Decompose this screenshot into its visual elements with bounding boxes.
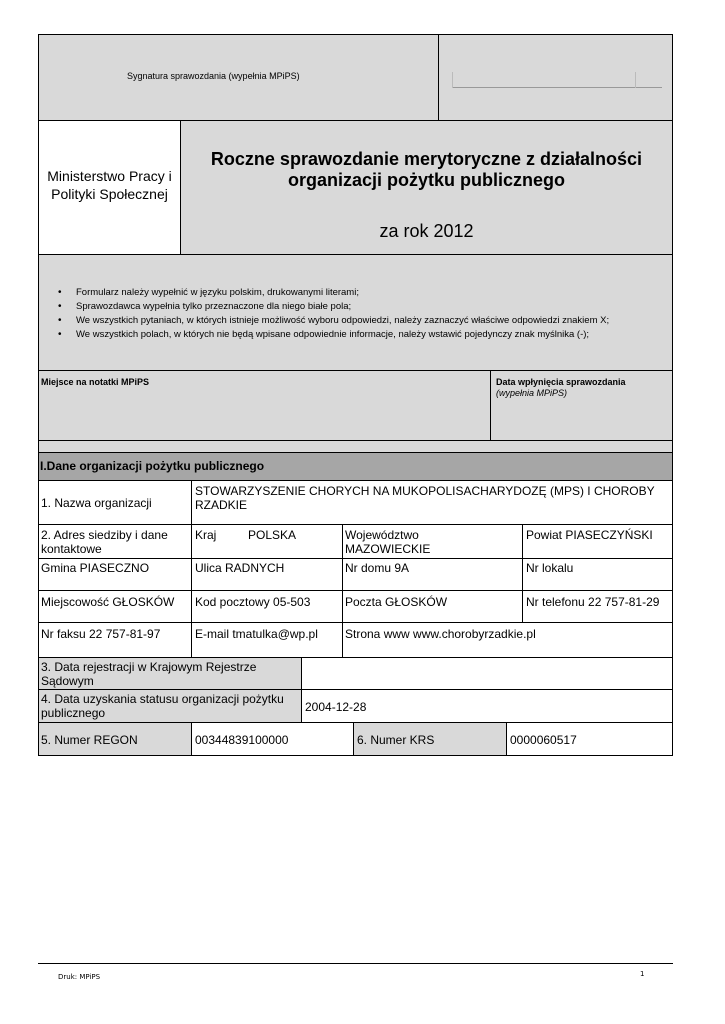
- house-number-value: Nr domu 9A: [345, 561, 410, 575]
- org-name-label: 1. Nazwa organizacji: [41, 496, 152, 510]
- krs-registration-field[interactable]: [301, 657, 673, 690]
- notes-label: Miejsce na notatki MPiPS: [41, 377, 150, 387]
- regon-value: 00344839100000: [195, 733, 289, 747]
- county-value: Powiat PIASECZYŃSKI: [526, 528, 653, 542]
- street-value: Ulica RADNYCH: [195, 561, 285, 575]
- signature-label: Sygnatura sprawozdania (wypełnia MPiPS): [127, 71, 300, 81]
- signature-input-tick-left: [452, 72, 453, 88]
- opp-status-label: 4. Data uzyskania statusu organizacji pożytku publicznego: [41, 692, 284, 720]
- section-1-title: I.Dane organizacji pożytku publicznego: [40, 459, 265, 473]
- opp-status-value: 2004-12-28: [305, 700, 367, 714]
- ministry-name: Ministerstwo Pracy i Polityki Społecznej: [47, 168, 172, 202]
- org-name-value: STOWARZYSZENIE CHORYCH NA MUKOPOLISACHARYDOZĘ (MPS) I CHOROBY RZADKIE: [195, 484, 655, 512]
- instruction-item: • Formularz należy wypełnić w języku polskim, drukowanymi literami;: [58, 286, 609, 300]
- country-label: Kraj: [195, 528, 217, 542]
- krs-number-label: 6. Numer KRS: [357, 733, 435, 747]
- fax-value: Nr faksu 22 757-81-97: [41, 627, 161, 641]
- signature-field[interactable]: [438, 34, 673, 121]
- instruction-item: • We wszystkich polach, w których nie będą wpisane odpowiednie informacje, należy wstawić pojedynczy znak myślnika (-);: [58, 328, 609, 342]
- signature-input-line: [452, 87, 662, 88]
- postal-code-value: Kod pocztowy 05-503: [195, 595, 311, 609]
- footer-rule: [38, 963, 673, 964]
- regon-label: 5. Numer REGON: [41, 733, 138, 747]
- flat-number-value: Nr lokalu: [526, 561, 574, 575]
- krs-registration-label: 3. Data rejestracji w Krajowym Rejestrze Sądowym: [41, 660, 257, 688]
- address-label: 2. Adres siedziby i dane kontaktowe: [41, 528, 168, 556]
- krs-number-value: 0000060517: [510, 733, 577, 747]
- report-title-line2: organizacji pożytku publicznego: [287, 170, 566, 190]
- footer-print-label: Druk: MPiPS: [58, 973, 101, 981]
- receipt-date-label: Data wpłynięcia sprawozdania: [496, 377, 626, 387]
- city-value: Miejscowość GŁOSKÓW: [41, 595, 175, 609]
- report-title-line1: Roczne sprawozdanie merytoryczne z działalności: [210, 149, 643, 169]
- instruction-item: • Sprawozdawca wypełnia tylko przeznaczone dla niego białe pola;: [58, 300, 609, 314]
- report-year: za rok 2012: [379, 221, 474, 241]
- commune-value: Gmina PIASECZNO: [41, 561, 150, 575]
- instructions-list: [58, 286, 609, 342]
- post-office-value: Poczta GŁOSKÓW: [345, 595, 448, 609]
- footer-page-number: 1: [640, 970, 645, 978]
- voivodeship-label: Województwo: [345, 528, 419, 542]
- signature-input-tick-right: [635, 72, 636, 88]
- voivodeship-value: MAZOWIECKIE: [345, 542, 431, 556]
- email-value: E-mail tmatulka@wp.pl: [195, 627, 318, 641]
- phone-value: Nr telefonu 22 757-81-29: [526, 595, 660, 609]
- instruction-item: • We wszystkich pytaniach, w których istnieje możliwość wyboru odpowiedzi, należy zaznaczyć właściwe odpowiedzi znakiem X;: [58, 314, 609, 328]
- website-value: Strona www www.chorobyrzadkie.pl: [345, 627, 536, 641]
- country-value: POLSKA: [248, 528, 297, 542]
- receipt-date-sub: (wypełnia MPiPS): [496, 388, 568, 398]
